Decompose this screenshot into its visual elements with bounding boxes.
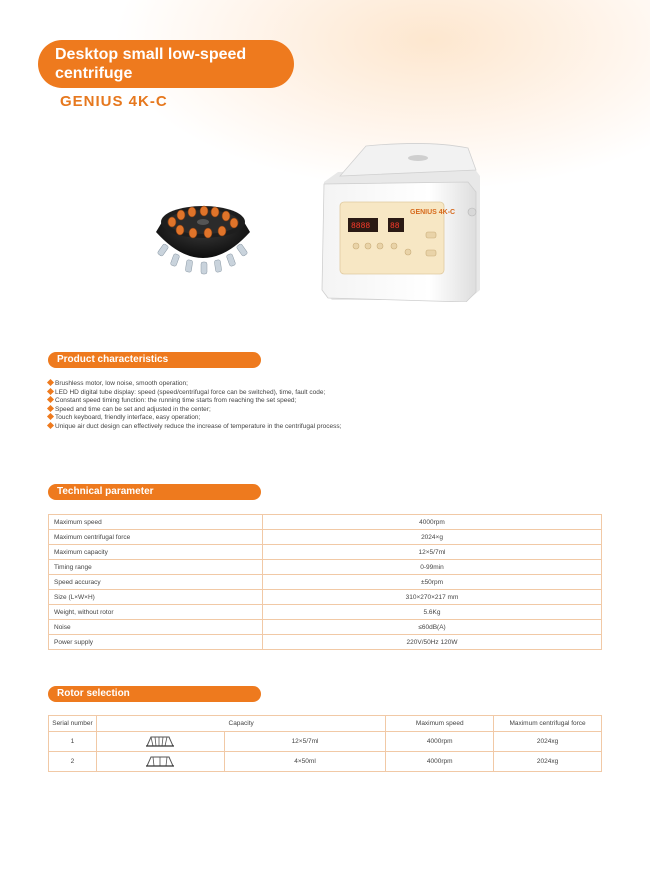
bullet-diamond-icon bbox=[47, 396, 54, 403]
bullet-diamond-icon bbox=[47, 421, 54, 428]
title-line-2: centrifuge bbox=[55, 65, 133, 82]
panel-brand: GENIUS 4K-C bbox=[410, 209, 456, 216]
section-header-technical: Technical parameter bbox=[48, 484, 261, 500]
bullet-diamond-icon bbox=[47, 413, 54, 420]
feature-item: Speed and time can be set and adjusted in the center; bbox=[48, 406, 341, 415]
model-name: GENIUS 4K-C bbox=[60, 93, 168, 110]
title-banner bbox=[38, 40, 294, 88]
title-line-1: Desktop small low-speed bbox=[55, 46, 247, 63]
feature-item: LED HD digital tube display: speed (speed/centrifugal force can be switched), time, fault code; bbox=[48, 389, 341, 398]
feature-item: Unique air duct design can effectively reduce the increase of temperature in the centrifugal process; bbox=[48, 423, 341, 432]
rotor-thumbnail bbox=[96, 732, 224, 752]
feature-item: Touch keyboard, friendly interface, easy operation; bbox=[48, 414, 341, 423]
table-row: Noise ≤60dB(A) bbox=[49, 620, 602, 635]
header-serial: Serial number bbox=[49, 716, 97, 732]
table-row: Timing range 0-99min bbox=[49, 560, 602, 575]
feature-item: Brushless motor, low noise, smooth operation; bbox=[48, 380, 341, 389]
table-header-row bbox=[49, 716, 602, 732]
table-row: Maximum capacity 12×5/7ml bbox=[49, 545, 602, 560]
rotor-1-icon bbox=[145, 734, 175, 748]
rotor-selection-table bbox=[48, 715, 602, 772]
bullet-diamond-icon bbox=[47, 379, 54, 386]
features-list bbox=[48, 380, 341, 431]
table-row: 2 4×50ml 4000rpm 2024xg bbox=[49, 752, 602, 772]
bullet-diamond-icon bbox=[47, 387, 54, 394]
table-row: Maximum speed 4000rpm bbox=[49, 515, 602, 530]
time-display: 88 bbox=[390, 222, 400, 231]
header-force: Maximum centrifugal force bbox=[494, 716, 602, 732]
rotor-thumbnail bbox=[96, 752, 224, 772]
centrifuge-image bbox=[318, 140, 480, 302]
feature-item: Constant speed timing function: the running time starts from reaching the set speed; bbox=[48, 397, 341, 406]
bullet-diamond-icon bbox=[47, 404, 54, 411]
table-row: Speed accuracy ±50rpm bbox=[49, 575, 602, 590]
table-row: Size (L×W×H) 310×270×217 mm bbox=[49, 590, 602, 605]
table-row: 1 12×5/7ml 4000rpm 2024xg bbox=[49, 732, 602, 752]
rotor-2-icon bbox=[145, 754, 175, 768]
table-row: Maximum centrifugal force 2024×g bbox=[49, 530, 602, 545]
header-capacity: Capacity bbox=[96, 716, 385, 732]
rotor-image bbox=[148, 192, 258, 284]
header-speed: Maximum speed bbox=[386, 716, 494, 732]
table-row: Power supply 220V/50Hz 120W bbox=[49, 635, 602, 650]
technical-parameter-table bbox=[48, 514, 602, 650]
section-header-rotor: Rotor selection bbox=[48, 686, 261, 702]
table-row: Weight, without rotor 5.6Kg bbox=[49, 605, 602, 620]
speed-display: 8888 bbox=[351, 222, 371, 231]
section-header-characteristics: Product characteristics bbox=[48, 352, 261, 368]
